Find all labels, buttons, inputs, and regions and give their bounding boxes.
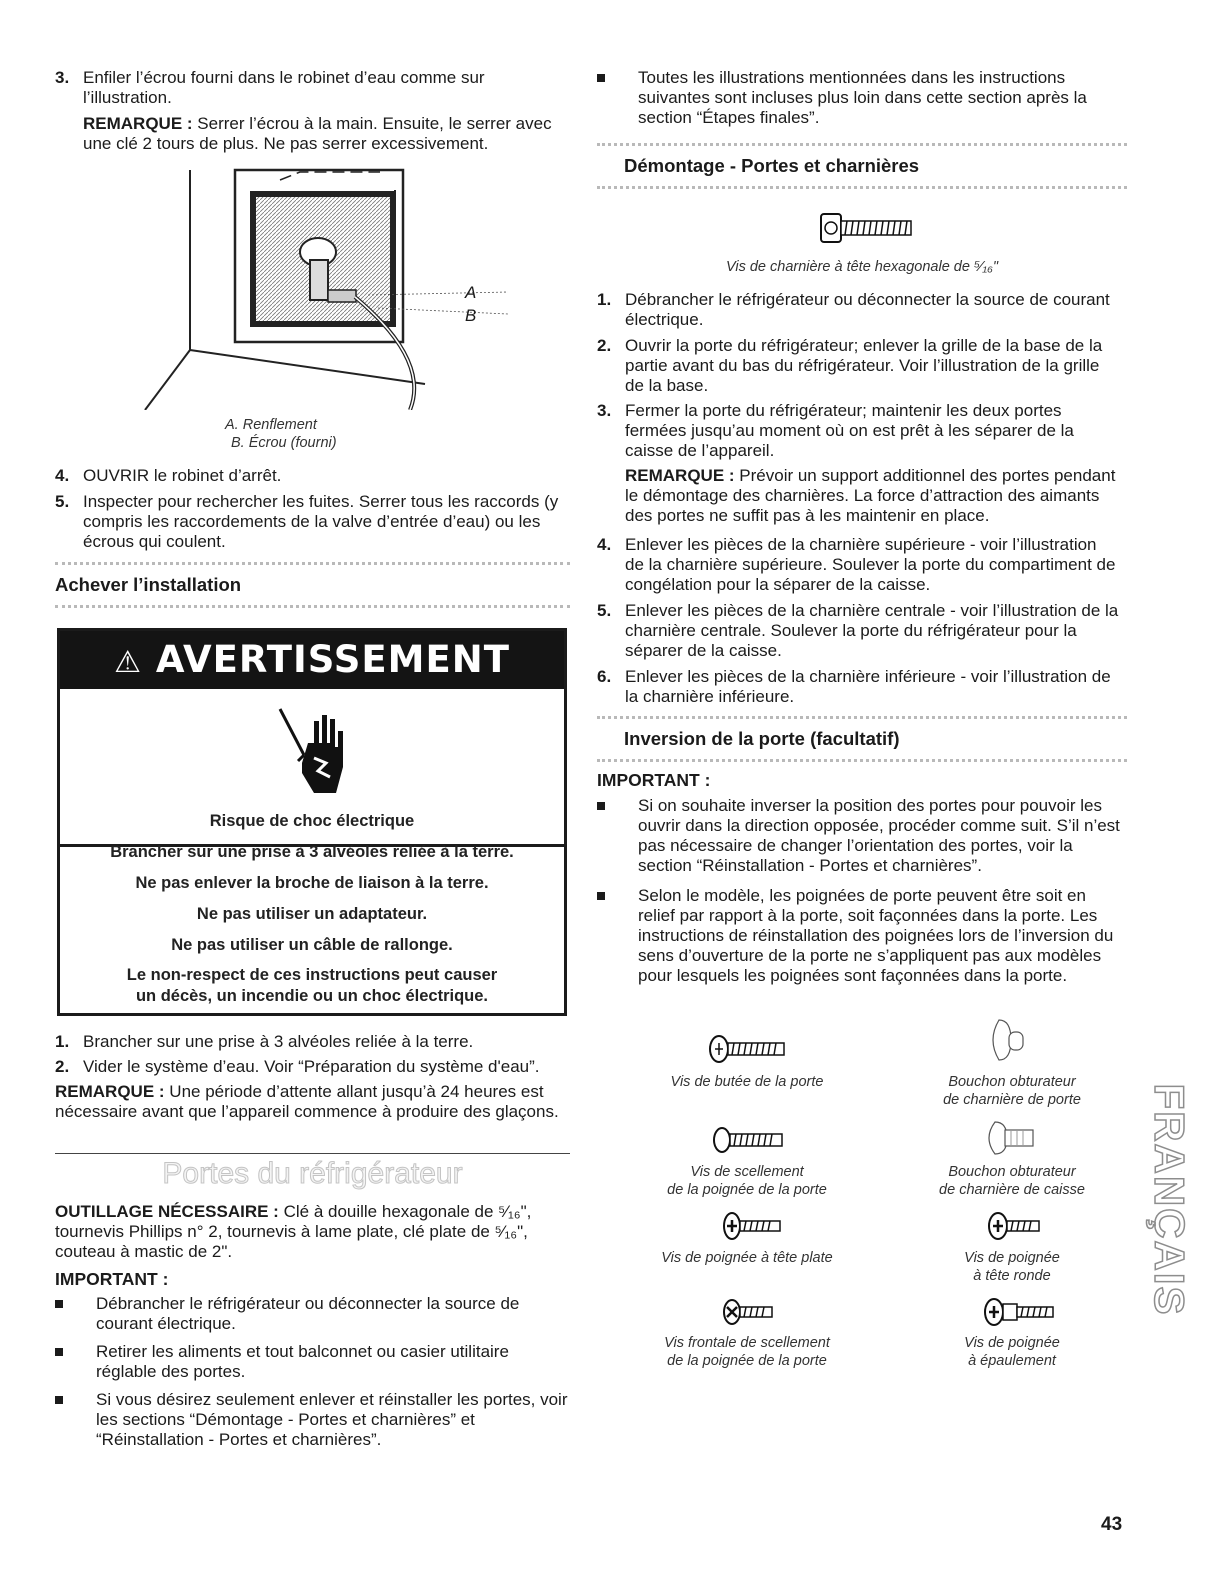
section-rule — [55, 1153, 570, 1154]
heading-text: Démontage - Portes et charnières — [624, 155, 920, 176]
hex-bolt-icon — [819, 210, 919, 246]
bullet-square-icon — [55, 1300, 63, 1308]
part-caption-line: Vis de poignée — [964, 1335, 1060, 1351]
warning-line-7: un décès, un incendie ou un choc électrique. — [135, 987, 489, 1005]
demontage-step-6 — [597, 667, 1127, 707]
bullet-square-icon — [597, 74, 605, 82]
step-number: 1. — [597, 290, 612, 309]
demontage-step-4 — [597, 535, 1127, 595]
door-stop-screw-icon — [707, 1034, 793, 1064]
part-caption-4 — [897, 1163, 1127, 1199]
heading-achever-installation — [55, 562, 570, 608]
step-number: 4. — [55, 466, 70, 485]
step-number: 3. — [597, 401, 612, 420]
hex-bolt-caption: Vis de charnière à tête hexagonale de ⁵⁄₁₆" — [725, 259, 999, 275]
part-caption-6 — [897, 1249, 1127, 1285]
part-caption-line: Vis de scellement — [690, 1164, 804, 1180]
important-label: IMPORTANT : — [55, 1269, 169, 1289]
step-text: Enlever les pièces de la charnière centrale - voir l’illustration de la charnière centrale. Soulever la porte du réfrigérateur pour la séparer de la caisse. — [625, 601, 1119, 660]
bullet-item — [597, 886, 1127, 986]
water-valve-illustration — [140, 160, 510, 410]
step-5 — [55, 492, 570, 552]
label-a: A — [465, 283, 477, 302]
step-text: Débrancher le réfrigérateur ou déconnecter la source de courant électrique. — [625, 290, 1110, 329]
note-label: REMARQUE : — [55, 1082, 165, 1101]
bullet-item — [597, 796, 1127, 876]
part-caption-3 — [632, 1163, 862, 1199]
demontage-step-1 — [597, 290, 1127, 330]
part-caption-5 — [632, 1249, 862, 1267]
step-text: Brancher sur une prise à 3 alvéoles reliée à la terre. — [83, 1032, 474, 1051]
bullet-item — [55, 1342, 570, 1382]
step-text: Enlever les pièces de la charnière inférieure - voir l’illustration de la charnière inférieure. — [625, 667, 1111, 706]
section-title-portes: Portes du réfrigérateur — [162, 1157, 463, 1190]
final-note — [55, 1082, 570, 1122]
step-4 — [55, 466, 570, 486]
electric-shock-icon — [274, 703, 354, 813]
part-caption-line: Vis de poignée — [964, 1250, 1060, 1266]
bullet-text: Si vous désirez seulement enlever et réinstaller les portes, voir les sections “Démontage - Portes et charnières” et “Réinstallation - Portes et charnières”. — [96, 1390, 568, 1449]
warning-line-4: Ne pas utiliser un adaptateur. — [196, 905, 428, 923]
warning-line-1: Risque de choc électrique — [209, 812, 415, 830]
note-text: Serrer l’écrou à la main. Ensuite, le serrer avec une clé 2 tours de plus. Ne pas serrer excessivement. — [83, 114, 552, 153]
figure-caption-a: A. Renflement — [225, 417, 317, 433]
part-caption-line: Bouchon obturateur — [948, 1164, 1076, 1180]
part-caption-line: Vis de poignée à tête plate — [661, 1250, 833, 1266]
bullet-text: Toutes les illustrations mentionnées dans les instructions suivantes sont incluses plus loin dans cette section après la section “Étapes finales”. — [638, 68, 1087, 127]
step-text: Enfiler l’écrou fourni dans le robinet d’eau comme sur l’illustration. — [83, 68, 485, 107]
bullet-text: Selon le modèle, les poignées de porte peuvent être soit en relief par rapport à la porte, soit façonnées dans la porte. Les instructions de réinstallation des poignées lors de l’inversion du sens d’ouverture de la porte ne s’appliquent pas aux modèles pour lesquels les poignées sont façonnées dans la porte. — [638, 886, 1114, 985]
outillage-text: Clé à douille hexagonale de ⁵⁄₁₆", tournevis Phillips n° 2, tournevis à lame plate, clé plate de ⁵⁄₁₆", couteau à mastic de 2". — [55, 1202, 532, 1261]
heading-text: Achever l’installation — [55, 574, 242, 595]
part-caption-line: Bouchon obturateur — [948, 1074, 1076, 1090]
note-label: REMARQUE : — [83, 114, 193, 133]
warning-title: AVERTISSEMENT — [155, 638, 510, 681]
note-text: Une période d’attente allant jusqu’à 24 heures est nécessaire avant que l’appareil commence à produire des glaçons. — [55, 1082, 559, 1121]
round-head-screw-icon — [986, 1210, 1046, 1242]
important-label: IMPORTANT : — [597, 770, 711, 790]
heading-demontage — [597, 143, 1127, 189]
step-text: Fermer la porte du réfrigérateur; maintenir les deux portes fermées jusqu’au moment où on est prêt à les séparer de la caisse de l’appareil. — [625, 401, 1074, 460]
step-3 — [55, 68, 570, 108]
note-text: Prévoir un support additionnel des portes pendant le démontage des charnières. La force d’attraction des aimants des portes ne suffit pas à les maintenir en place. — [625, 466, 1116, 525]
step-text: Enlever les pièces de la charnière supérieure - voir l’illustration de la charnière supérieure. Soulever la porte du compartiment de congélation pour la séparer de la caisse. — [625, 535, 1116, 594]
warning-line-6: Le non-respect de ces instructions peut causer — [126, 966, 498, 984]
part-caption-line: de charnière de caisse — [939, 1182, 1085, 1198]
label-b: B — [465, 306, 477, 325]
handle-seal-screw-icon — [710, 1125, 790, 1155]
demontage-step-5 — [597, 601, 1127, 661]
cabinet-hinge-plug-icon — [981, 1118, 1037, 1158]
note-label: REMARQUE : — [625, 466, 735, 485]
demontage-step-2 — [597, 336, 1127, 396]
part-caption-line: de la poignée de la porte — [667, 1182, 827, 1198]
step-text: OUVRIR le robinet d’arrêt. — [83, 466, 282, 485]
part-caption-line: à épaulement — [968, 1353, 1056, 1369]
step-3-note — [83, 114, 570, 154]
bullet-item — [55, 1294, 570, 1334]
heading-inversion — [597, 716, 1127, 762]
step-text: Ouvrir la porte du réfrigérateur; enlever la grille de la base de la partie avant du bas du réfrigérateur. Voir l’illustration de la grille de la base. — [625, 336, 1103, 395]
door-hinge-plug-icon — [989, 1016, 1029, 1064]
outillage-paragraph — [55, 1202, 565, 1262]
part-caption-8 — [897, 1334, 1127, 1370]
step-number: 5. — [597, 601, 612, 620]
demontage-step-3 — [597, 401, 1127, 461]
part-caption-7 — [632, 1334, 862, 1370]
bullet-text: Retirer les aliments et tout balconnet ou casier utilitaire réglable des portes. — [96, 1342, 509, 1381]
bullet-item — [597, 68, 1127, 128]
warning-title-bar — [60, 631, 564, 689]
step-number: 2. — [597, 336, 612, 355]
step-text: Vider le système d’eau. Voir “Préparation du système d'eau”. — [83, 1057, 540, 1076]
warning-line-2: Brancher sur une prise à 3 alvéoles reliée à la terre. — [110, 843, 514, 861]
outillage-label: OUTILLAGE NÉCESSAIRE : — [55, 1202, 279, 1221]
language-side-tab-label: FRANÇAIS — [1146, 1083, 1193, 1317]
bullet-square-icon — [597, 892, 605, 900]
step-number: 5. — [55, 492, 70, 511]
warning-line-5: Ne pas utiliser un câble de rallonge. — [171, 936, 453, 954]
part-caption-1 — [632, 1073, 862, 1091]
part-caption-2 — [897, 1073, 1127, 1109]
bullet-square-icon — [55, 1348, 63, 1356]
part-caption-line: Vis de butée de la porte — [670, 1074, 824, 1090]
warning-line-3: Ne pas enlever la broche de liaison à la terre. — [135, 874, 489, 892]
demontage-note — [625, 466, 1127, 526]
warning-triangle-icon: ⚠ — [114, 645, 142, 680]
step-number: 1. — [55, 1032, 70, 1051]
step-number: 4. — [597, 535, 612, 554]
bullet-square-icon — [55, 1396, 63, 1404]
step-number: 3. — [55, 68, 70, 87]
heading-text: Inversion de la porte (facultatif) — [624, 728, 900, 749]
final-step-1 — [55, 1032, 570, 1052]
part-caption-line: de charnière de porte — [943, 1092, 1081, 1108]
part-caption-line: Vis frontale de scellement — [664, 1335, 830, 1351]
step-text: Inspecter pour rechercher les fuites. Serrer tous les raccords (y compris les raccordements de la valve d’entrée d’eau) ou les écrous qui coulent. — [83, 492, 559, 551]
bullet-item — [55, 1390, 570, 1450]
figure-caption-b: B. Écrou (fourni) — [231, 435, 337, 451]
final-step-2 — [55, 1057, 570, 1077]
step-number: 6. — [597, 667, 612, 686]
part-caption-line: à tête ronde — [973, 1268, 1051, 1284]
front-seal-screw-icon — [720, 1296, 780, 1328]
bullet-text: Débrancher le réfrigérateur ou déconnecter la source de courant électrique. — [96, 1294, 520, 1333]
language-side-tab — [1146, 1080, 1193, 1340]
shoulder-screw-icon — [982, 1296, 1062, 1328]
page-number: 43 — [1101, 1514, 1123, 1535]
bullet-square-icon — [597, 802, 605, 810]
flat-head-screw-icon — [720, 1210, 790, 1242]
part-caption-line: de la poignée de la porte — [667, 1353, 827, 1369]
step-number: 2. — [55, 1057, 70, 1076]
warning-box — [57, 628, 567, 1016]
bullet-text: Si on souhaite inverser la position des portes pour pouvoir les ouvrir dans la direction opposée, procéder comme suit. S’il n’est pas nécessaire de changer l’orientation des portes, voir la section “Réinstallation - Portes et charnières”. — [638, 796, 1120, 875]
